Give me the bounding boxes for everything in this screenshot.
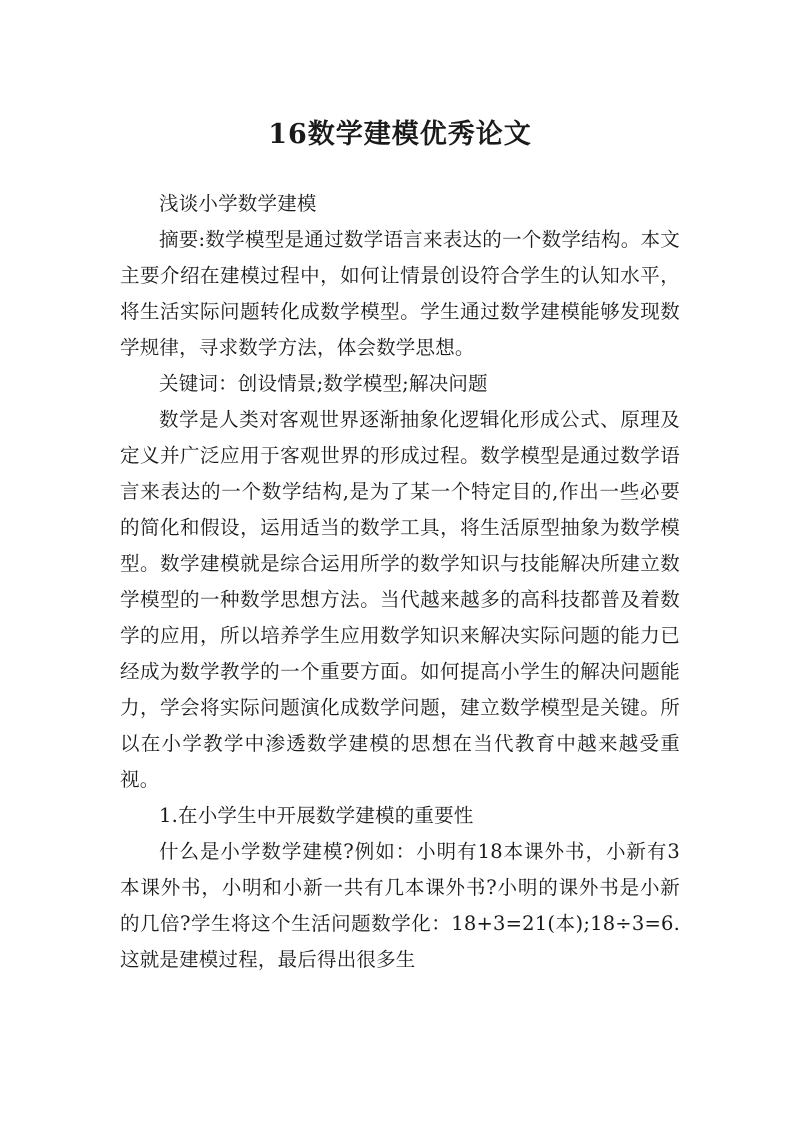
article-subtitle: 浅谈小学数学建模 xyxy=(159,192,317,215)
document-body xyxy=(120,186,680,978)
document-title: 16数学建模优秀论文 xyxy=(268,119,532,151)
example-paragraph: 什么是小学数学建模?例如：小明有18本课外书，小新有3本课外书，小明和小新一共有几本课外书?小明的课外书是小新的几倍?学生将这个生活问题数学化：18+3=21(本);18÷3=6. 这就是建模过程，最后得出很多生 xyxy=(120,840,680,971)
abstract-paragraph: 摘要:数学模型是通过数学语言来表达的一个数学结构。本文主要介绍在建模过程中，如何让情景创设符合学生的认知水平，将生活实际问题转化成数学模型。学生通过数学建模能够发现数学规律，寻求数学方法，体会数学思想。 xyxy=(120,228,680,359)
keywords-paragraph: 关键词：创设情景;数学模型;解决问题 xyxy=(159,372,488,395)
intro-paragraph: 数学是人类对客观世界逐渐抽象化逻辑化形成公式、原理及定义并广泛应用于客观世界的形成过程。数学模型是通过数学语言来表达的一个数学结构,是为了某一个特定目的,作出一些必要的简化和假设，运用适当的数学工具，将生活原型抽象为数学模型。数学建模就是综合运用所学的数学知识与技能解决所建立数学模型的一种数学思想方法。当代越来越多的高科技都普及着数学的应用，所以培养学生应用数学知识来解决实际问题的能力已经成为数学教学的一个重要方面。如何提高小学生的解决问题能力，学会将实际问题演化成数学问题，建立数学模型是关键。所以在小学教学中渗透数学建模的思想在当代教育中越来越受重视。 xyxy=(120,408,680,791)
section-heading-1: 1.在小学生中开展数学建模的重要性 xyxy=(159,804,474,827)
